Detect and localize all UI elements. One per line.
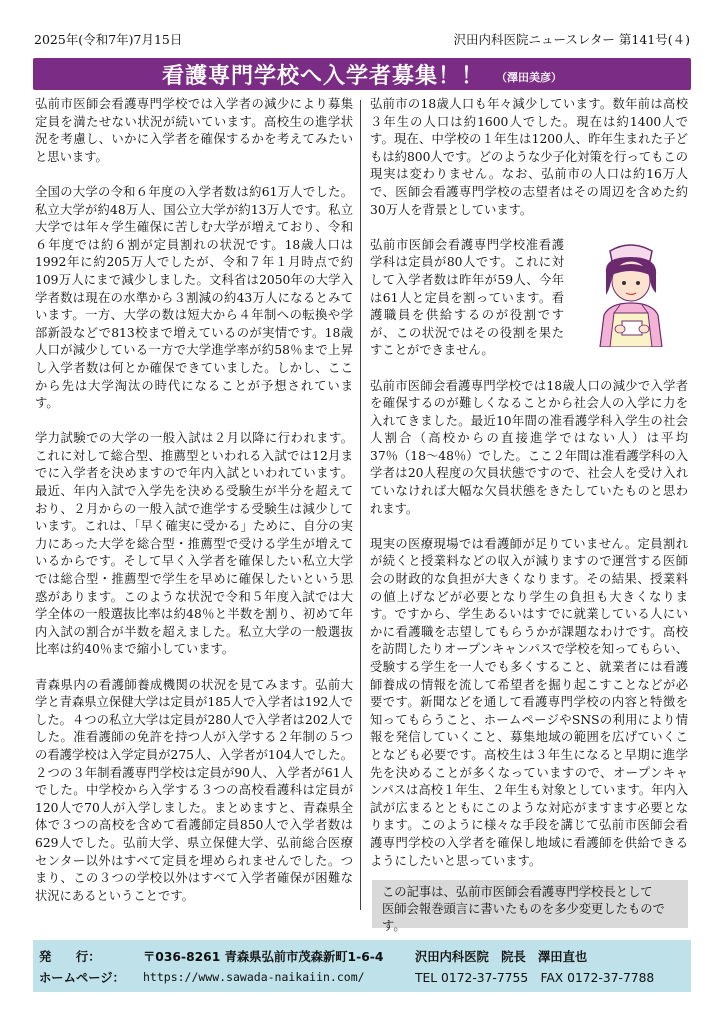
- nurse-icon: [570, 237, 688, 347]
- editor-note: [372, 880, 688, 933]
- article-author: （澤田美彦）: [496, 71, 562, 84]
- tel-fax: TEL 0172-37-7755 FAX 0172-37-7788: [415, 971, 655, 985]
- article-title-bar: [33, 58, 691, 90]
- paragraph: 弘前市医師会看護専門学校准看護学科は定員が80人です。これに対して入学者数は昨年が59人、今年は61人と定員を割っています。看護職員を供給するのが役割ですが、この状況ではその役割を果たすことができません。: [370, 237, 564, 358]
- left-column: [35, 96, 353, 923]
- address-label: 発 行：: [39, 950, 101, 964]
- newsletter-issue: 沢田内科医院ニュースレター 第141号(４): [453, 32, 690, 47]
- issue-date: 2025年(令和7年)7月15日: [34, 32, 183, 47]
- footer-row-contact: [39, 967, 685, 987]
- paragraph: 全国の大学の令和６年度の入学者数は約61万人でした。私立大学が約48万人、国公立大学が約13万人です。私立大学では年々学生確保に苦しむ大学が増えており、令和６年度では約６割が定員割れの状況です。18歳人口は1992年に約205万人でしたが、令和７年１月時点で約109万人にまで減少しました。文科省は2050年の大学入学者数は現在の水準から３割減の約43万人になるとみています。一方、大学の数は短大から４年制への転換や学部新設などで813校まで増えているのが実情です。18歳人口が減少している一方で大学進学率が約58％まで上昇し入学者数は何とか確保できていました。しかし、ここから先は大学淘汰の時代になることが予想されています。: [35, 184, 353, 411]
- note-line: この記事は、弘前市医師会看護専門学校長として: [382, 885, 653, 899]
- paragraph: 弘前市医師会看護専門学校では入学者の減少により募集定員を満たせない状況が続いています。高校生の進学状況を考慮し、いかに入学者を確保するかを考えてみたいと思います。: [35, 97, 353, 164]
- paragraph: 現実の医療現場では看護師が足りていません。定員割れが続くと授業料などの収入が減りますので運営する医師会の財政的な負担が大きくなります。その結果、授業料の値上げなどが必要となり学生の負担も大きくなります。ですから、学生あるいはすでに就業している人にいかに看護職を志望してもらうかが課題なわけです。高校を訪問したりオープンキャンパスで学校を知ってもらい、受験する学生を一人でも多くすること、就業者には看護師養成の情報を流して希望者を掘り起こすことなどが必要です。新聞などを通して看護専門学校の内容と特徴を知ってもらうこと、ホームページやSNSの利用により情報を発信していくこと、募集地域の範囲を広げていくことなども必要です。高校生は３年生になると早期に進学先を決めることが多くなっていますので、オープンキャンパスは高校１年生、２年生も対象としています。年内入試が広まるとともにこのような対応がますます必要となります。このように様々な手段を講じて弘前市医師会看護専門学校の入学者を確保し地域に看護師を供給できるようにしたいと思っています。: [370, 536, 688, 868]
- paragraph: 青森県内の看護師養成機関の状況を見てみます。弘前大学と青森県立保健大学は定員が185人で入学者は192人でした。４つの私立大学は定員が280人で入学者は202人でした。准看護師の免許を持つ人が入学する２年制の５つの看護学校は入学定員が275人、入学者が104人でした。２つの３年制看護専門学校は定員が90人、入学者が61人でした。中学校から入学する３つの高校看護科は定員が120人で70人が入学しました。まとめますと、青森県全体で３つの高校を含めて看護師定員850人で入学者数は629人でした。弘前大学、県立保健大学、弘前総合医療センター以外はすべて定員を埋められませんでした。つまり、この３つの学校以外はすべて入学者確保が困難な状況にあるということです。: [35, 677, 353, 903]
- footer-row-address: [39, 946, 685, 966]
- note-line: 医師会報巻頭言に書いたものを多少変更したものです。: [382, 902, 665, 933]
- homepage-label: ホームページ：: [39, 971, 125, 985]
- address: 〒036-8261 青森県弘前市茂森新町1-6-4: [143, 950, 384, 964]
- page-header: [34, 32, 690, 48]
- paragraph: 弘前市の18歳人口も年々減少しています。数年前は高校３年生の人口は約1600人でした。現在は約1400人です。現在、中学校の１年生は1200人、昨年生まれた子どもは約800人です。どのような少子化対策を行ってもこの現実は変わりません。なお、弘前市の人口は約16万人で、医師会看護専門学校の志望者はその周辺を含めた約30万人を背景としています。: [370, 97, 688, 217]
- paragraph: 弘前市医師会看護専門学校では18歳人口の減少で入学者を確保するのが難しくなることから社会人の入学に力を入れてきました。最近10年間の准看護学科入学生の社会人割合（高校からの直接進学ではない人）は平均37％（18〜48％）でした。ここ２年間は准看護学科の入学者は20人程度の欠員状態ですので、社会人を受け入れていなければ大幅な欠員状態をきたしていたものと思われます。: [370, 378, 688, 516]
- clinic-name: 沢田内科医院 院長 澤田直也: [415, 950, 588, 964]
- right-column: [370, 96, 688, 888]
- article-title: 看護専門学校へ入学者募集！！: [161, 63, 484, 89]
- column-divider: [360, 100, 361, 910]
- paragraph: 学力試験での大学の一般入試は２月以降に行われます。これに対して総合型、推薦型といわれる入試では12月までに入学者を決めますので年内入試といわれています。最近、年内入試で入学先を決める受験生が半分を超えており、２月からの一般入試で進学する受験生は減少しています。これは、「早く確実に受かる」ために、自分の実力にあった大学を総合型・推薦型で受ける学生が増えているからです。そして早く入学者を確保したい私立大学では総合型・推薦型で学生を早めに確保したいという思惑があります。このような状況で令和５年度入試では大学全体の一般選抜比率は約48％と半数を割り、初めて年内入試の割合が半数を超えました。私立大学の一般選抜比率は約40％まで縮小しています。: [35, 431, 353, 657]
- nurse-illustration: [570, 237, 688, 347]
- homepage-link[interactable]: https://www.sawada-naikaiin.com/: [143, 970, 365, 984]
- footer: [33, 940, 691, 992]
